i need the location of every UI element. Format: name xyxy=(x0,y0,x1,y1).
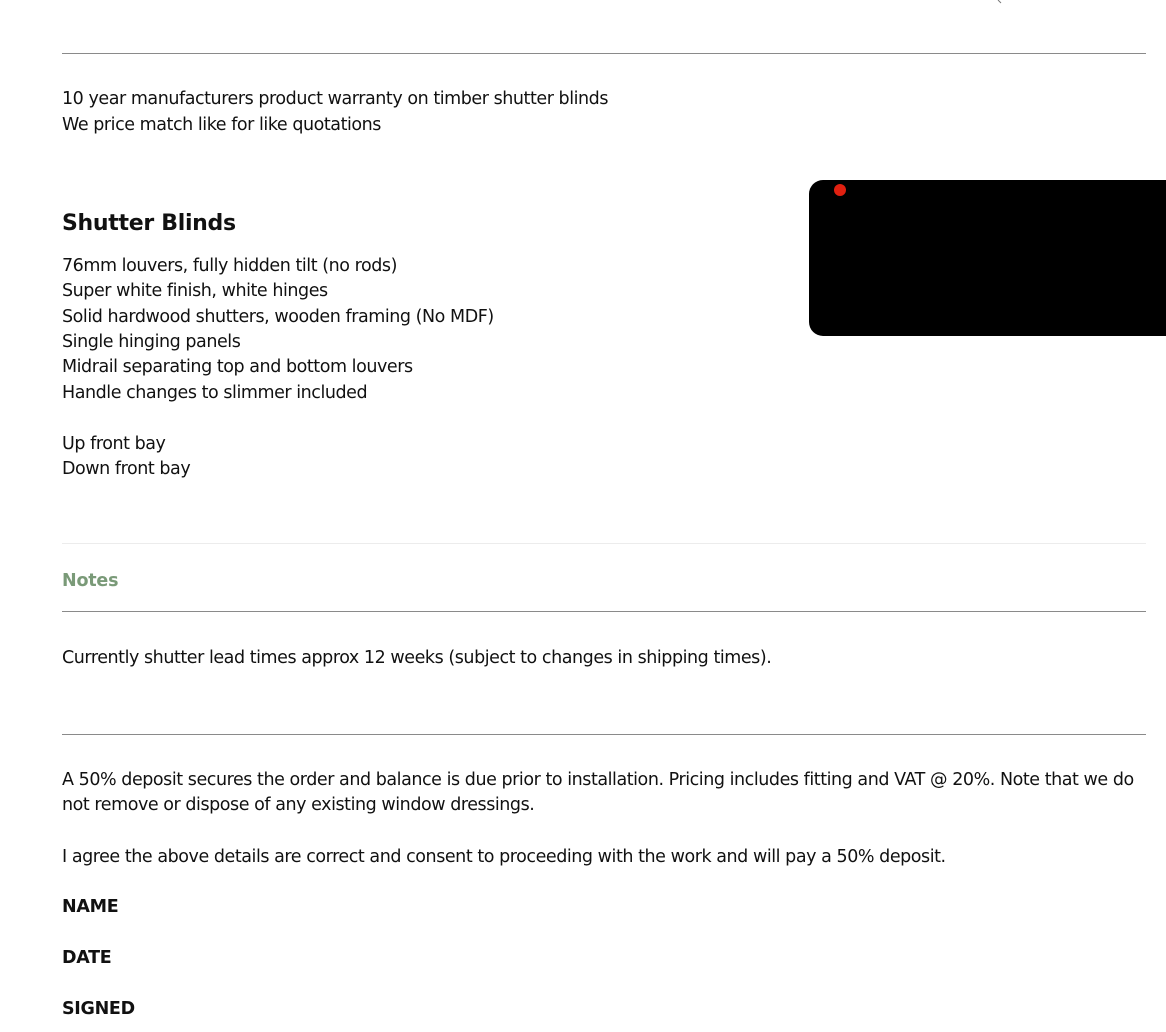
location-item: Up front bay xyxy=(62,434,166,454)
price-match-line: We price match like for like quotations xyxy=(62,115,381,135)
notes-text: Currently shutter lead times approx 12 weeks (subject to changes in shipping times). xyxy=(62,648,772,668)
video-overlay-panel[interactable] xyxy=(809,180,1166,336)
top-divider xyxy=(62,53,1146,54)
warranty-line: 10 year manufacturers product warranty on timber shutter blinds xyxy=(62,89,608,109)
product-title: Shutter Blinds xyxy=(62,211,236,236)
signed-label: SIGNED xyxy=(62,999,135,1019)
spec-item: Single hinging panels xyxy=(62,332,241,352)
name-label: NAME xyxy=(62,897,119,917)
notes-heading: Notes xyxy=(62,571,119,591)
terms-divider xyxy=(62,734,1146,735)
spec-item: Solid hardwood shutters, wooden framing (No MDF) xyxy=(62,307,494,327)
corner-tick-mark xyxy=(997,0,1003,4)
location-item: Down front bay xyxy=(62,459,191,479)
date-label: DATE xyxy=(62,948,112,968)
spec-item: Super white finish, white hinges xyxy=(62,281,328,301)
notes-divider xyxy=(62,611,1146,612)
recording-indicator-icon xyxy=(834,184,846,196)
spec-item: Handle changes to slimmer included xyxy=(62,383,368,403)
spec-item: 76mm louvers, fully hidden tilt (no rods) xyxy=(62,256,397,276)
agreement-text: I agree the above details are correct and consent to proceeding with the work and will pay a 50% deposit. xyxy=(62,847,946,867)
deposit-terms: A 50% deposit secures the order and balance is due prior to installation. Pricing includes fitting and VAT @ 20%. Note that we do not remove or dispose of any existing window dressings. xyxy=(62,770,1134,815)
section-divider xyxy=(62,543,1146,544)
spec-item: Midrail separating top and bottom louvers xyxy=(62,357,413,377)
